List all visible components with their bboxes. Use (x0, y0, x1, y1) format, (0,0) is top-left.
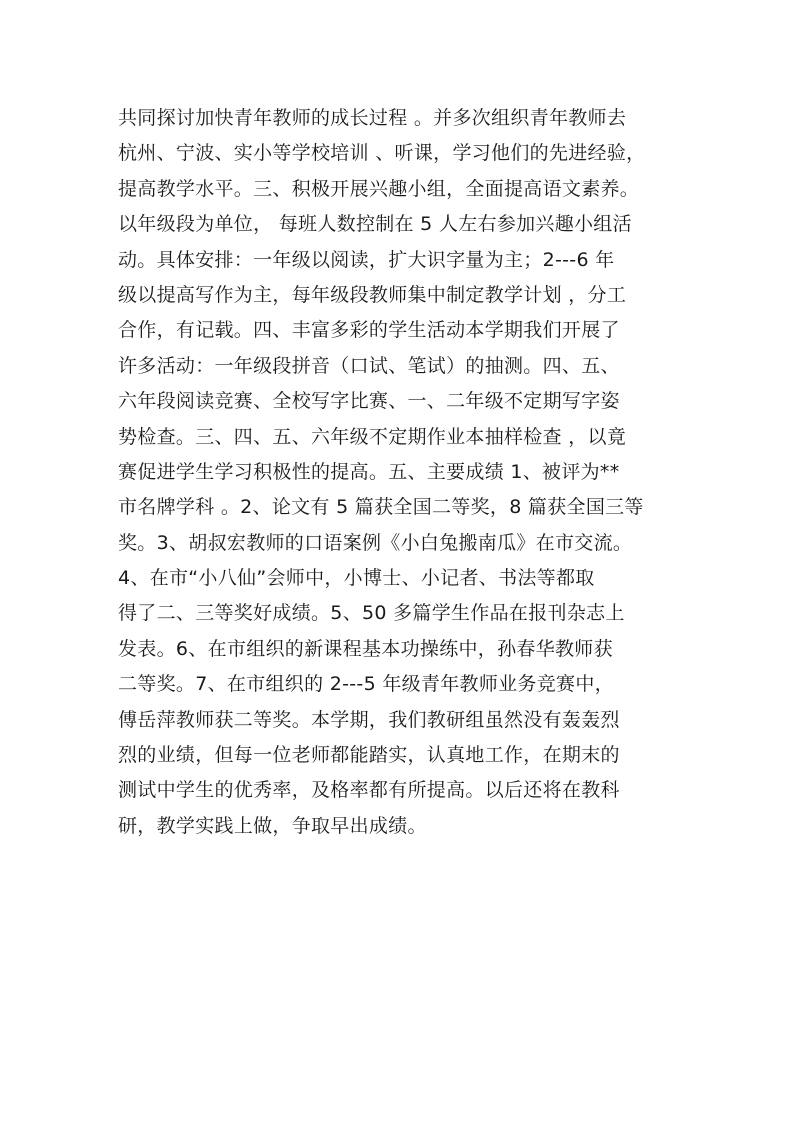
text-line: 测试中学生的优秀率，及格率都有所提高。以后还将在教科 (118, 779, 620, 802)
text-line: 势检查。三、四、五、六年级不定期作业本抽样检查 ，以竟 (118, 425, 627, 448)
text-line: 六年段阅读竞赛、全校写字比赛、一、二年级不定期写字姿 (118, 390, 620, 413)
text-line: 傅岳萍教师获二等奖。本学期，我们教研组虽然没有轰轰烈 (118, 708, 620, 731)
text-line: 共同探讨加快青年教师的成长过程 。并多次组织青年教师去 (118, 107, 627, 129)
text-line: 级以提高写作为主，每年级段教师集中制定教学计划 ，分工 (118, 283, 627, 306)
text-line: 市名牌学科 。2、论文有 5 篇获全国二等奖，8 篇获全国三等 (118, 496, 644, 519)
text-line: 以年级段为单位， 每班人数控制在 5 人左右参加兴趣小组活 (118, 213, 632, 236)
text-line: 许多活动：一年级段拼音（口试、笔试）的抽测。四、五、 (118, 354, 620, 377)
text-line: 4、在市“小八仙”会师中，小博士、小记者、书法等都取 (118, 567, 595, 590)
text-line: 得了二、三等奖好成绩。5、50 多篇学生作品在报刊杂志上 (118, 602, 625, 625)
text-line: 提高教学水平。三、积极开展兴趣小组，全面提高语文素养。 (118, 177, 640, 200)
text-line: 发表。6、在市组织的新课程基本功操练中，孙春华教师获 (118, 637, 613, 660)
text-line: 动。具体安排：一年级以阅读，扩大识字量为主；2---6 年 (118, 248, 615, 271)
text-line: 赛促进学生学习积极性的提高。五、主要成绩 1、被评为** (118, 460, 620, 483)
body-text (118, 101, 698, 844)
text-line: 研，教学实践上做，争取早出成绩。 (118, 814, 427, 837)
text-line: 烈的业绩，但每一位老师都能踏实，认真地工作，在期末的 (118, 744, 620, 767)
text-line: 奖。3、胡叔宏教师的口语案例《小白兔搬南瓜》在市交流。 (118, 531, 633, 554)
text-line: 合作，有记载。四、丰富多彩的学生活动本学期我们开展了 (118, 319, 620, 342)
text-line: 杭州、宁波、实小等学校培训 、听课，学习他们的先进经验， (118, 142, 646, 165)
text-line: 二等奖。7、在市组织的 2---5 年级青年教师业务竞赛中， (118, 673, 614, 696)
